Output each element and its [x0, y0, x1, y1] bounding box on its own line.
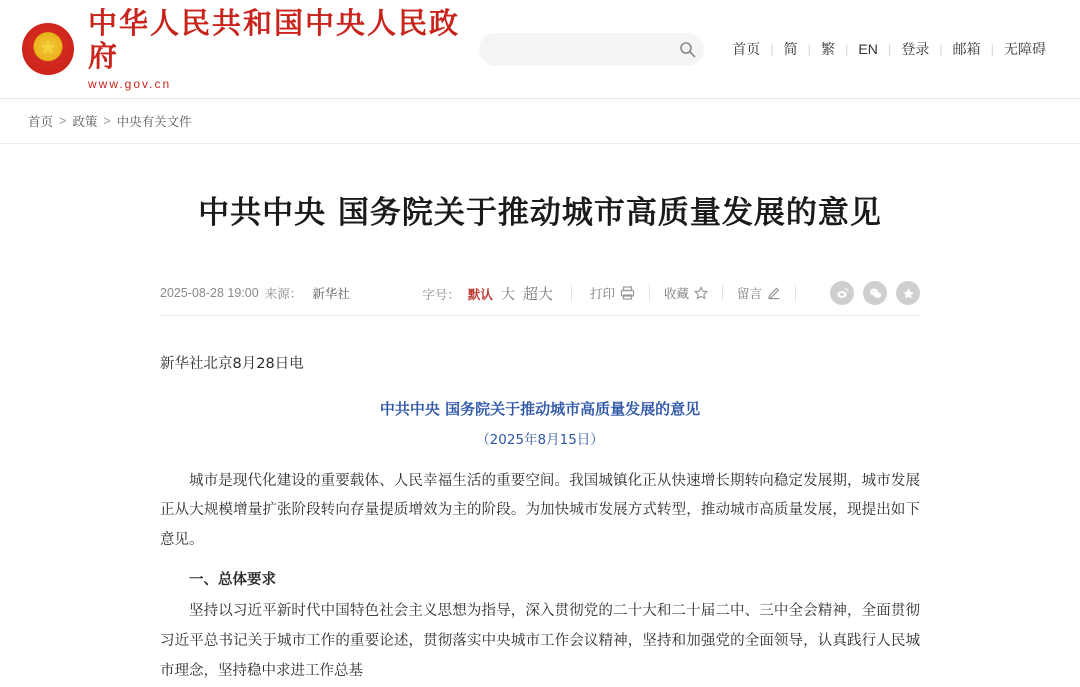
- search-input[interactable]: [495, 41, 676, 58]
- search-box[interactable]: [479, 33, 704, 66]
- paragraph: 城市是现代化建设的重要载体、人民幸福生活的重要空间。我国城镇化正从快速增长期转向稳定发展期，城市发展正从大规模增量扩张阶段转向存量提质增效为主的阶段。为加快城市发展方式转型，推动城市高质量发展，现提出如下意见。: [160, 472, 920, 548]
- breadcrumb-separator: >: [103, 114, 111, 128]
- nav-item-simplified[interactable]: 简: [783, 41, 798, 57]
- breadcrumb-item-central-documents[interactable]: 中央有关文件: [116, 115, 192, 129]
- divider: [571, 285, 572, 301]
- breadcrumb-item-policy[interactable]: 政策: [72, 115, 98, 129]
- nav-separator: |: [807, 41, 811, 57]
- nav-item-login[interactable]: 登录: [901, 41, 930, 57]
- print-button[interactable]: [590, 284, 635, 302]
- more-share-icon[interactable]: [896, 281, 920, 305]
- nav-separator: |: [844, 41, 849, 57]
- nav-separator: |: [939, 41, 943, 57]
- comment-button[interactable]: [737, 284, 781, 302]
- paragraph: 坚持以习近平新时代中国特色社会主义思想为指导，深入贯彻党的二十大和二十届二中、三中全会精神，全面贯彻习近平总书记关于城市工作的重要论述，贯彻落实中央城市工作会议精神，坚持和加强党的全面领导，认真践行人民城市理念，坚持稳中求进工作总基: [160, 603, 920, 679]
- printer-icon: [620, 286, 635, 300]
- fontsize-label: 字号：: [422, 287, 460, 302]
- document-center-title: 中共中央 国务院关于推动城市高质量发展的意见: [379, 400, 701, 419]
- section-heading: 一、总体要求: [189, 571, 276, 588]
- nav-item-traditional[interactable]: 繁: [820, 41, 835, 57]
- weibo-share-icon[interactable]: [830, 281, 854, 305]
- divider: [649, 285, 650, 301]
- nav-separator: |: [770, 41, 774, 57]
- nav-item-english[interactable]: EN: [858, 41, 878, 57]
- nav-item-home[interactable]: 首页: [732, 41, 761, 57]
- fontsize-default-button[interactable]: 默认: [467, 287, 493, 302]
- site-brand[interactable]: [22, 7, 479, 92]
- breadcrumb-item-home[interactable]: 首页: [28, 115, 54, 129]
- source-name: 新华社: [312, 287, 350, 302]
- divider: [795, 285, 796, 301]
- brand-subtitle: www.gov.cn: [88, 77, 172, 92]
- header-right: [479, 33, 1056, 66]
- breadcrumb: [0, 99, 1080, 144]
- wechat-share-icon[interactable]: [863, 281, 887, 305]
- fontsize-large-button[interactable]: 大: [500, 285, 515, 302]
- article-body: [160, 350, 920, 686]
- header-nav: [722, 39, 1056, 59]
- brand-title: 中华人民共和国中央人民政府: [88, 5, 461, 73]
- fontsize-xlarge-button[interactable]: 超大: [522, 285, 553, 303]
- nav-separator: |: [990, 41, 994, 57]
- article: [0, 192, 1080, 687]
- fontsize-controls: [422, 283, 553, 304]
- brand-text: [88, 7, 479, 92]
- meta-center: [422, 283, 810, 304]
- national-emblem-icon: [22, 23, 74, 75]
- source-label: 来源：: [264, 287, 303, 302]
- page-title: 中共中央 国务院关于推动城市高质量发展的意见: [198, 195, 882, 231]
- search-icon[interactable]: [676, 38, 698, 60]
- comment-label: 留言: [736, 287, 762, 302]
- favorite-button[interactable]: [664, 284, 708, 302]
- article-meta-bar: [160, 271, 920, 316]
- site-header: [0, 0, 1080, 99]
- breadcrumb-separator: >: [59, 114, 67, 128]
- publish-datetime: 2025-08-28 19:00: [160, 286, 259, 301]
- nav-item-mail[interactable]: 邮箱: [952, 41, 981, 57]
- nav-item-accessibility[interactable]: 无障碍: [1004, 41, 1046, 57]
- nav-separator: |: [887, 41, 892, 57]
- share-buttons: [830, 281, 920, 305]
- star-icon: [694, 286, 708, 300]
- meta-left: [160, 284, 350, 302]
- favorite-label: 收藏: [663, 287, 689, 302]
- print-label: 打印: [589, 287, 615, 302]
- dateline: 新华社北京8月28日电: [160, 356, 304, 373]
- divider: [722, 285, 723, 301]
- pencil-icon: [767, 286, 781, 300]
- document-center-date: （2025年8月15日）: [476, 431, 604, 448]
